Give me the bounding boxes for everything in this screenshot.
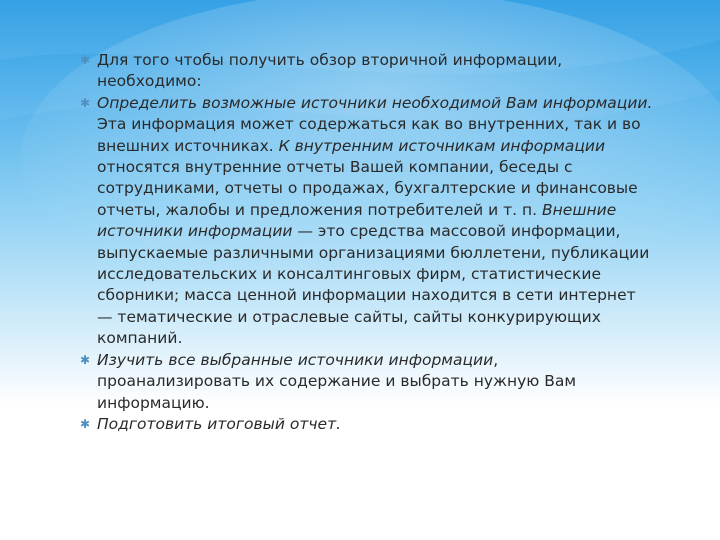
asterisk-icon: ✱ — [79, 95, 91, 110]
italic-text: Подготовить итоговый отчет. — [97, 414, 342, 433]
bullet-item — [80, 93, 655, 350]
italic-text: Определить возможные источники необходимой Вам информации. — [97, 93, 653, 112]
asterisk-icon: ✱ — [79, 53, 91, 67]
bullet-item — [80, 350, 655, 414]
italic-text: Изучить все выбранные источники информации — [97, 350, 494, 369]
bullet-list — [80, 50, 655, 435]
bullet-text: — это средства массовой информации, выпускаемые различными организациями бюллетени, публикации исследовательских и консалтинговых фирм, статистические сборники; масса ценной информации находится в сети интернет — тематические и отраслевые сайты, сайты конкурирующих компаний. — [97, 222, 650, 348]
asterisk-icon: ✱ — [79, 416, 91, 431]
bullet-item — [80, 414, 655, 435]
bullet-text: Для того чтобы получить обзор вторичной информации, необходимо: — [97, 51, 563, 91]
italic-text: Внешние источники информации — [97, 200, 617, 241]
bullet-text: Эта информация может содержаться как во внутренних, так и во внешних источниках. — [97, 115, 641, 155]
bullet-item — [80, 50, 655, 93]
bullet-text: , проанализировать их содержание и выбрать нужную Вам информацию. — [97, 350, 577, 412]
asterisk-icon: ✱ — [79, 352, 91, 367]
slide-content — [80, 50, 655, 435]
italic-text: К внутренним источникам информации — [278, 136, 606, 155]
bullet-text: относятся внутренние отчеты Вашей компании, беседы с сотрудниками, отчеты о продажах, бухгалтерские и финансовые отчеты, жалобы и предложения потребителей и т. п. — [97, 158, 638, 219]
